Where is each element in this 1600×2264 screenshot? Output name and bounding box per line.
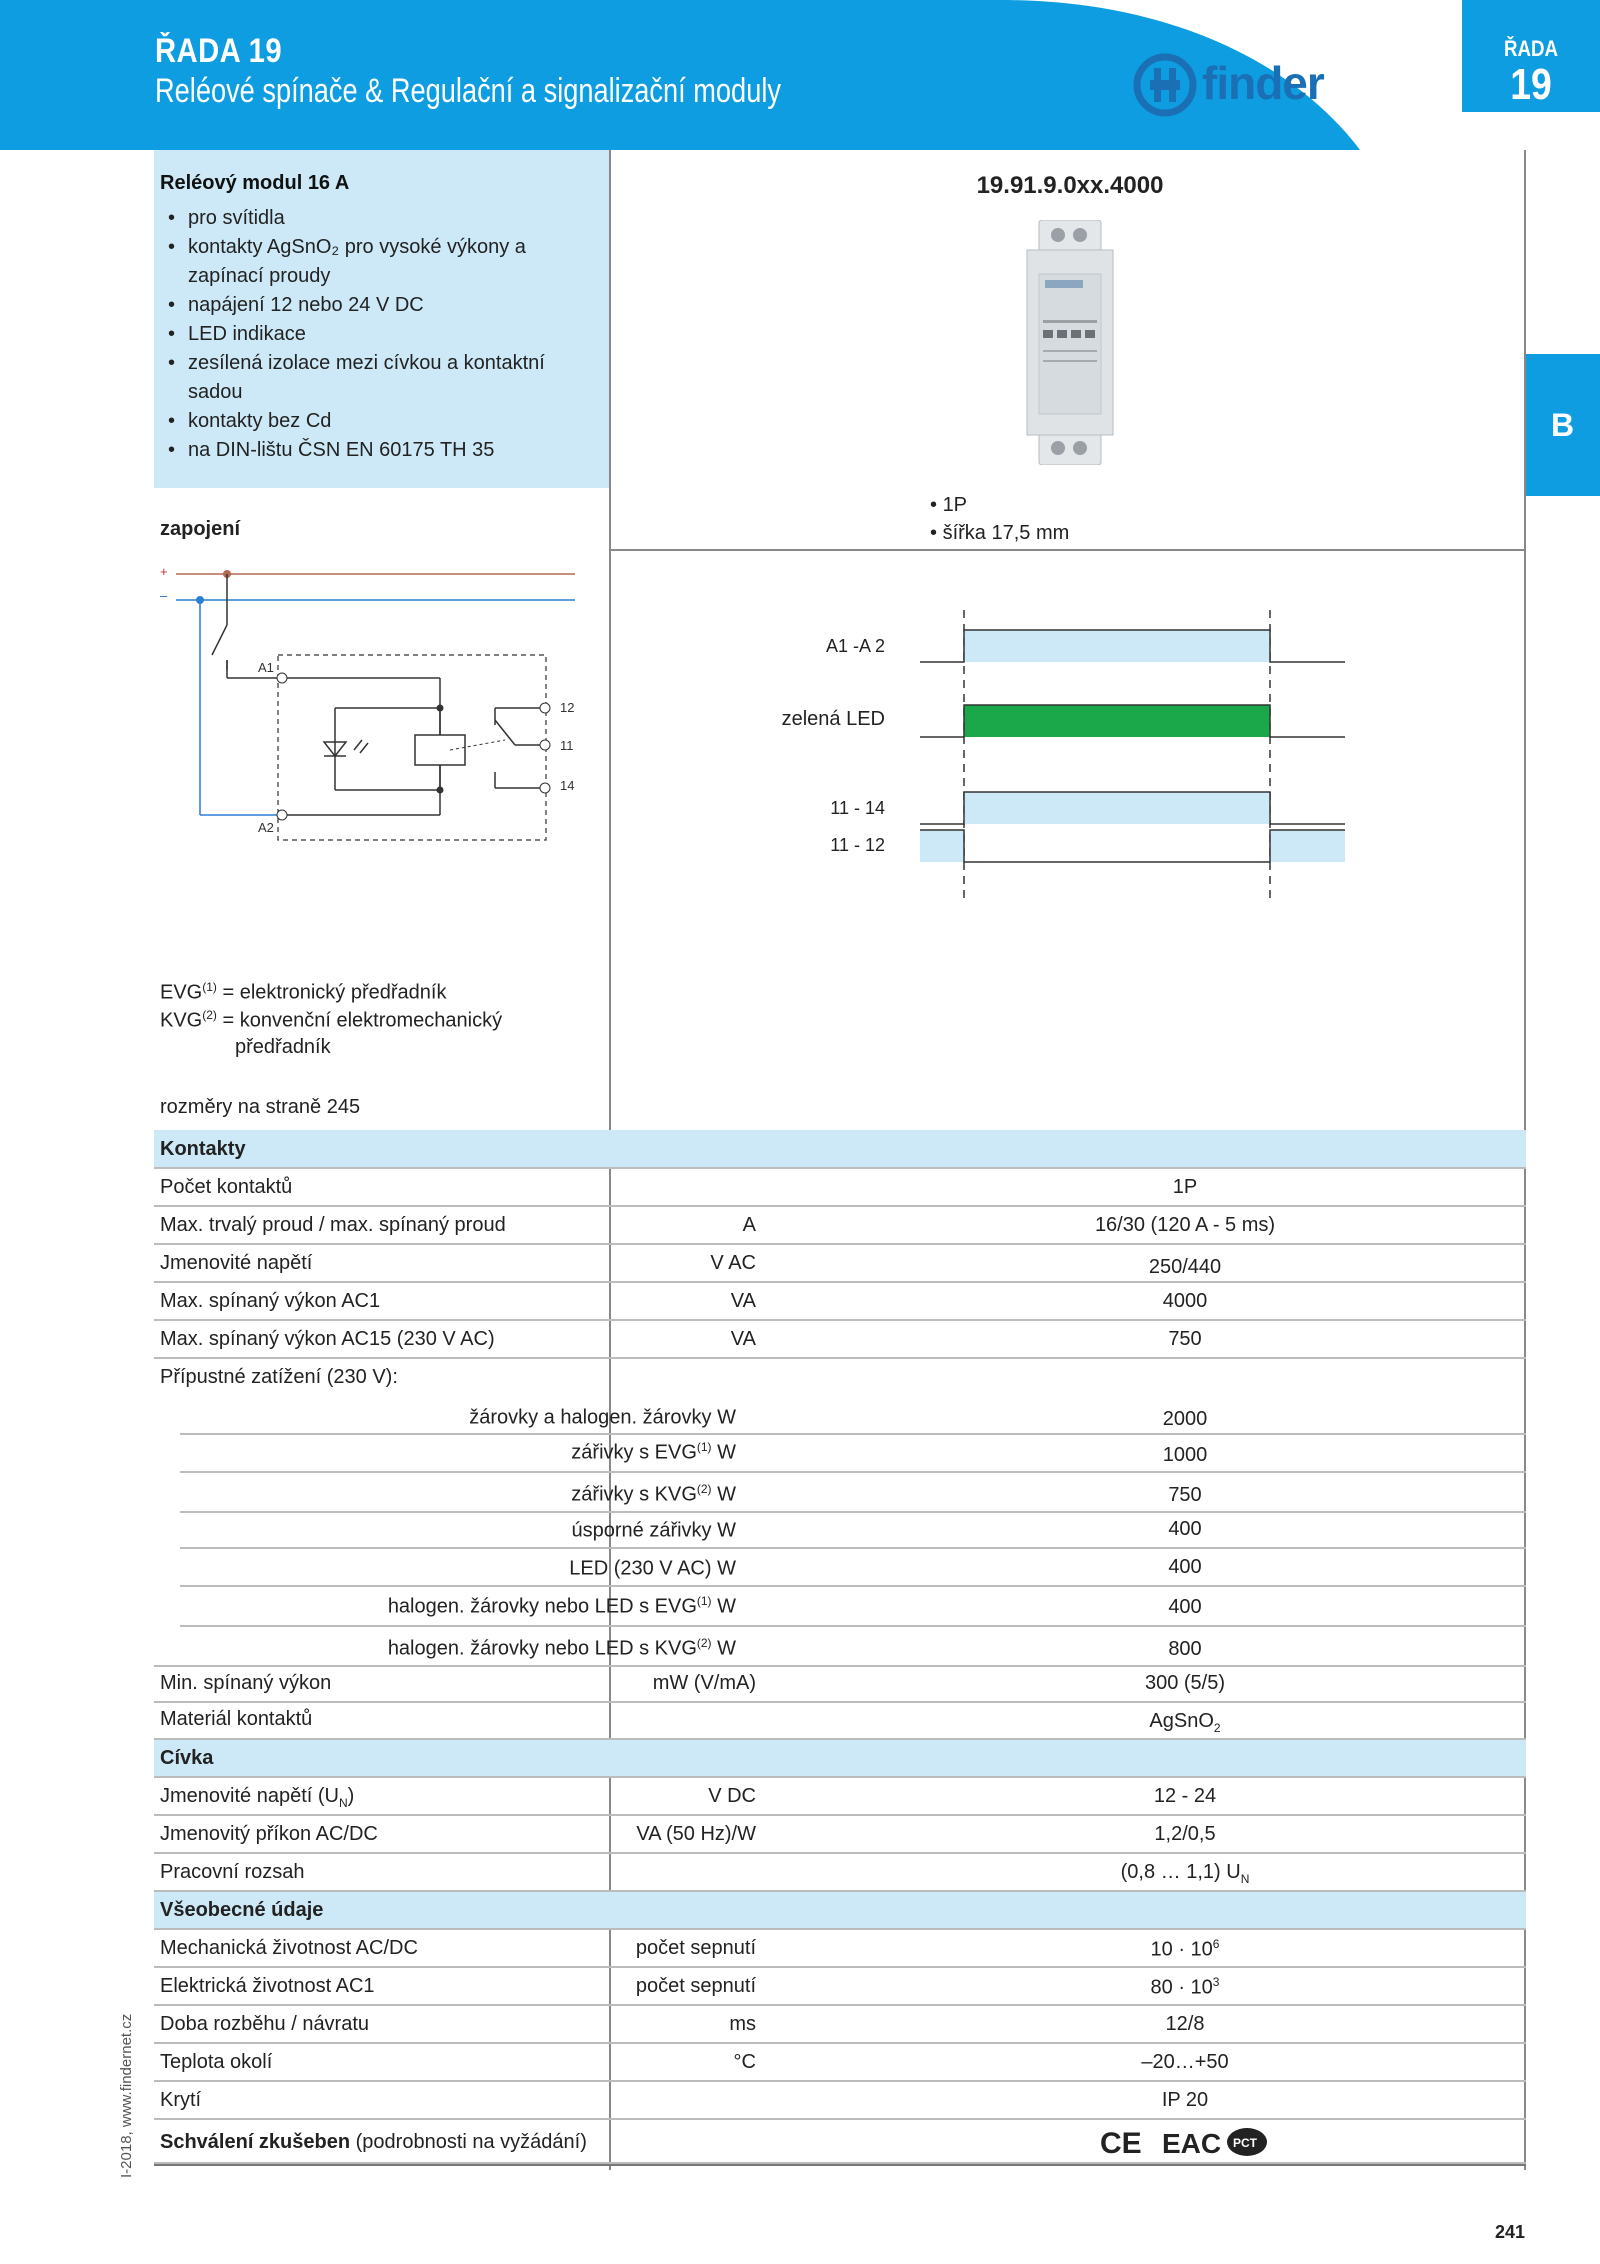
spec-bullet: • 1P [930,494,968,516]
model-code: 19.91.9.0xx.4000 [976,172,1164,199]
table-row: Mechanická životnost AC/DC počet sepnutí $10 \cdot 10^6$ [160,1937,1220,1961]
table-row: Max. spínaný výkon AC1 VA 4000 [160,1290,1208,1312]
approval-marks [764,2125,1600,2165]
terminal-11-label: 11 [560,738,574,753]
table-row: Krytí IP 20 [160,2089,1209,2111]
feature-item: • zesílená izolace mezi cívkou a kontaktní sadou [154,349,594,407]
table-row: Pracovní rozsah (0,8 … 1,1) $U_N$ [160,1861,1250,1886]
spec-bullet: • šířka 17,5 mm [930,522,1070,544]
table-row: halogen. žárovky nebo LED s KVG$^{(2)}$ W 800 [387,1636,1202,1660]
page-number: 241 [1495,2222,1526,2242]
table-row: Jmenovité napětí V AC 250/440 [160,1252,1222,1278]
row-line [154,1243,1526,1245]
row-line [180,1511,1526,1513]
row-line [154,1928,1526,1930]
product-image [1025,220,1115,465]
table-row: Elektrická životnost AC1 počet sepnutí $80 \cdot 10^3$ [160,1975,1220,1999]
series-badge-label: ŘADA [1503,36,1559,61]
row-line [154,1665,1526,1667]
feature-item: • pro svítidla [154,204,594,233]
row-line [180,1547,1526,1549]
row-line [154,1357,1526,1359]
row-line [154,1319,1526,1321]
series-badge [1462,0,1600,112]
wiring-diagram [150,560,590,860]
row-line [154,1167,1526,1169]
row-line [180,1433,1526,1435]
timing-label-11-14: 11 - 14 [830,798,885,818]
section-tab: B [1525,354,1600,496]
row-line [154,1738,1526,1740]
note-kvg: $KVG^{(2)}$ = konvenční elektromechanický [160,1008,503,1032]
terminal-12-label: 12 [560,700,575,715]
series-subtitle: Reléové spínače & Regulační a signalizační moduly [155,72,781,110]
row-line [154,1701,1526,1703]
row-line [154,2080,1526,2082]
feature-item: • LED indikace [154,320,594,349]
table-row: Jmenovité napětí $(U_N)$ V DC 12 - 24 [160,1785,1217,1810]
wiring-minus-label: – [160,588,168,603]
divider [609,549,1526,551]
table-row: LED (230 V AC) W 400 [569,1556,1202,1580]
feature-item: • kontakty bez Cd [154,407,594,436]
section-header-contacts: Kontakty [154,1130,1526,1168]
table-row: Max. spínaný výkon AC15 (230 V AC) VA 750 [160,1328,1202,1350]
section-header-general: Všeobecné údaje [154,1891,1526,1929]
row-line [154,2042,1526,2044]
feature-list [154,204,594,465]
timing-label-11-12: 11 - 12 [830,835,885,855]
wiring-plus-label: + [160,564,168,579]
finder-logo [1130,50,1370,120]
row-line [154,1890,1526,1892]
table-row: halogen. žárovky nebo LED s EVG$^{(1)}$ W 400 [387,1594,1202,1618]
table-row: Teplota okolí °C –20…+50 [160,2051,1229,2073]
row-line [154,1814,1526,1816]
eac-mark-icon: EAC [1162,2128,1222,2159]
row-line [154,1852,1526,1854]
terminal-a2-label: A2 [258,820,274,835]
footer-side-text: I-2018, www.findernet.cz [118,2013,135,2178]
wiring-title: zapojení [160,518,241,540]
finder-logo-text: finder [1202,57,1324,109]
row-line [180,1471,1526,1473]
table-row: Max. trvalý proud / max. spínaný proud A 16/30 (120 A - 5 ms) [160,1214,1276,1236]
feature-item: • kontakty AgSnO₂ pro vysoké výkony a zapínací proudy [154,233,594,291]
table-row: úsporné zářivky W 400 [571,1518,1202,1542]
note-evg: $EVG^{(1)}$ = elektronický předřadník [160,980,447,1004]
table-row: Jmenovitý příkon AC/DC VA (50 Hz)/W 1,2/0,5 [160,1823,1216,1845]
timing-label-a1a2: A1 -A 2 [825,636,885,656]
section-header-coil: Cívka [154,1739,1526,1777]
terminal-a1-label: A1 [258,660,274,675]
table-bottom-line [154,2164,1526,2166]
row-line [180,1585,1526,1587]
terminal-14-label: 14 [560,778,575,793]
table-row: Přípustné zatížení (230 V): [160,1366,398,1388]
note-kvg-cont: předřadník [235,1036,331,1058]
timing-label-led: zelená LED [781,708,885,730]
feature-item: • napájení 12 nebo 24 V DC [154,291,594,320]
table-row: zářivky s KVG$^{(2)}$ W 750 [571,1482,1202,1506]
row-line [154,2004,1526,2006]
series-badge-number: 19 [1510,60,1552,109]
table-row: Schválení zkušeben (podrobnosti na vyžádání) CE EAC PCT [154,2119,1526,2163]
row-line [154,1776,1526,1778]
table-row: Doba rozběhu / návratu ms 12/8 [160,2013,1205,2035]
row-line [154,1205,1526,1207]
table-row: žárovky a halogen. žárovky W 2000 [469,1406,1208,1430]
ce-mark-icon: CE [1100,2127,1142,2159]
timing-diagram [920,610,1360,900]
feature-item: • na DIN-lištu ČSN EN 60175 TH 35 [154,436,594,465]
table-row: Materiál kontaktů AgSnO$_2$ [160,1708,1221,1735]
table-row: Počet kontaktů 1P [160,1176,1198,1198]
row-line [154,2118,1526,2120]
row-line [154,1966,1526,1968]
row-line [180,1625,1526,1627]
dimensions-note: rozměry na straně 245 [160,1096,361,1118]
pct-mark-icon: PCT [1233,2136,1257,2150]
row-line [154,1281,1526,1283]
product-title: Reléový modul 16 A [160,172,350,194]
series-title: ŘADA 19 [155,32,283,70]
table-row: Min. spínaný výkon mW (V/mA) 300 (5/5) [160,1672,1226,1694]
finder-logo-icon [1130,50,1200,120]
table-row: zářivky s EVG$^{(1)}$ W 1000 [571,1440,1208,1466]
